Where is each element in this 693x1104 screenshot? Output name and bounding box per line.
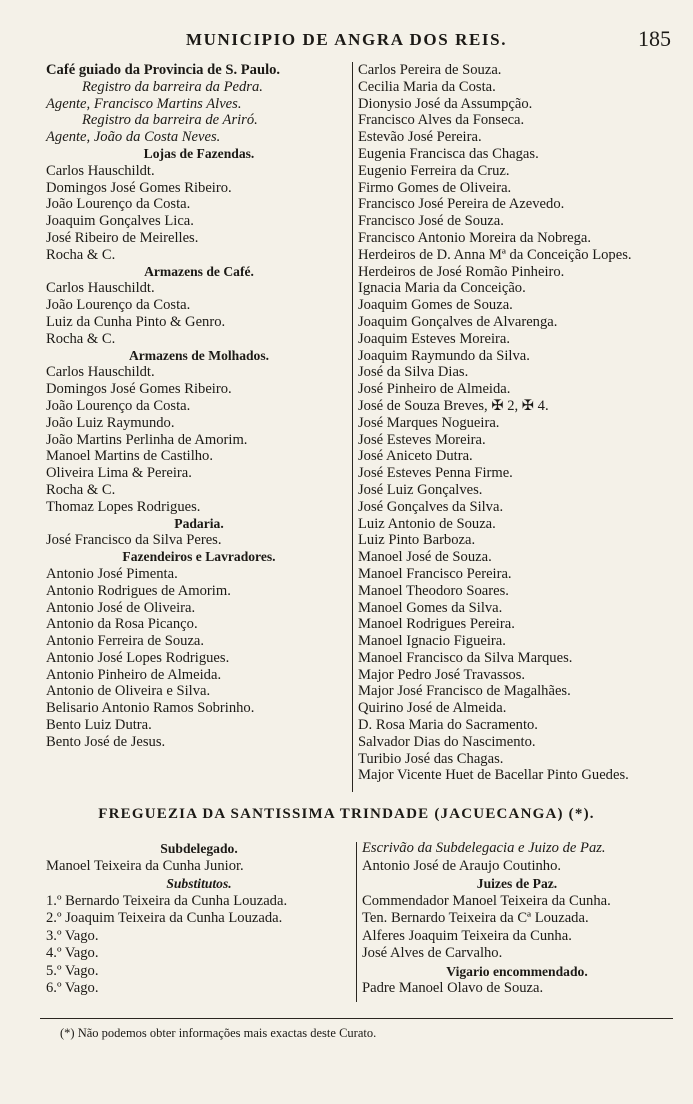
directory-entry: Café guiado da Provincia de S. Paulo. bbox=[46, 62, 281, 78]
directory-entry: Major José Francisco de Magalhães. bbox=[358, 683, 571, 700]
directory-entry: 4.º Vago. bbox=[46, 945, 99, 961]
running-head bbox=[0, 26, 693, 54]
directory-entry: Francisco Alves da Fonseca. bbox=[358, 112, 525, 129]
directory-entry: Oliveira Lima & Pereira. bbox=[46, 465, 192, 482]
directory-entry: Francisco José de Souza. bbox=[358, 213, 504, 230]
directory-entry: Manoel Gomes da Silva. bbox=[358, 599, 503, 616]
directory-entry: João Lourenço da Costa. bbox=[46, 397, 191, 414]
directory-entry: Manoel Francisco Pereira. bbox=[358, 565, 512, 582]
directory-entry: Joaquim Gomes de Souza. bbox=[358, 297, 513, 314]
section-heading: Fazendeiros e Lavradores. bbox=[122, 549, 276, 565]
directory-entry: Eugenio Ferreira da Cruz. bbox=[358, 162, 510, 179]
directory-entry: Salvador Dias do Nascimento. bbox=[358, 733, 536, 750]
directory-entry: José de Souza Breves, ✠ 2, ✠ 4. bbox=[358, 397, 549, 414]
directory-entry: João Lourenço da Costa. bbox=[46, 297, 191, 314]
directory-entry: Rocha & C. bbox=[46, 330, 116, 347]
directory-entry: Carlos Hauschildt. bbox=[46, 162, 155, 179]
directory-entry: Eugenia Francisca das Chagas. bbox=[358, 145, 539, 162]
directory-entry: Padre Manoel Olavo de Souza. bbox=[362, 980, 544, 996]
directory-entry: Registro da barreira da Pedra. bbox=[82, 78, 263, 95]
section-column-divider bbox=[356, 842, 357, 1002]
section-left-column bbox=[46, 840, 352, 998]
directory-entry: Turibio José das Chagas. bbox=[358, 750, 504, 767]
directory-entry: Major Vicente Huet de Bacellar Pinto Guedes. bbox=[358, 767, 629, 784]
directory-entry: Luiz Pinto Barboza. bbox=[358, 532, 476, 549]
directory-entry: Joaquim Raymundo da Silva. bbox=[358, 347, 530, 364]
directory-entry: José Ribeiro de Meirelles. bbox=[46, 229, 199, 246]
directory-entry: José Marques Nogueira. bbox=[358, 414, 500, 431]
directory-entry: 2.º Joaquim Teixeira da Cunha Louzada. bbox=[46, 910, 283, 926]
directory-entry: José Alves de Carvalho. bbox=[362, 945, 503, 961]
directory-entry: 3.º Vago. bbox=[46, 927, 99, 944]
section-heading: Vigario encommendado. bbox=[446, 963, 588, 979]
directory-entry: Antonio Ferreira de Souza. bbox=[46, 633, 205, 650]
directory-entry: Carlos Hauschildt. bbox=[46, 364, 155, 381]
directory-entry: Francisco José Pereira de Azevedo. bbox=[358, 196, 565, 213]
directory-entry: Antonio José Pimenta. bbox=[46, 565, 178, 582]
directory-entry: Commendador Manoel Teixeira da Cunha. bbox=[362, 892, 611, 909]
directory-entry: Manoel Rodrigues Pereira. bbox=[358, 616, 515, 633]
directory-entry: Bento José de Jesus. bbox=[46, 733, 166, 750]
footnote: (*) Não podemos obter informações mais exactas deste Curato. bbox=[60, 1026, 377, 1040]
directory-entry: Estevão José Pereira. bbox=[358, 129, 482, 146]
section-heading: Subdelegado. bbox=[160, 841, 238, 856]
directory-entry: Luiz Antonio de Souza. bbox=[358, 515, 496, 532]
directory-entry: Antonio de Oliveira e Silva. bbox=[46, 683, 211, 700]
directory-entry: D. Rosa Maria do Sacramento. bbox=[358, 717, 538, 734]
column-divider bbox=[352, 62, 353, 792]
directory-entry: Manoel Theodoro Soares. bbox=[358, 582, 509, 599]
directory-entry: Alferes Joaquim Teixeira da Cunha. bbox=[362, 927, 572, 944]
directory-entry: Bento Luiz Dutra. bbox=[46, 717, 152, 734]
directory-entry: Herdeiros de D. Anna Mª da Conceição Lopes. bbox=[358, 246, 632, 263]
directory-entry: Rocha & C. bbox=[46, 481, 116, 498]
directory-entry: João Martins Perlinha de Amorim. bbox=[46, 431, 248, 448]
directory-entry: Ten. Bernardo Teixeira da Cª Louzada. bbox=[362, 910, 589, 926]
directory-entry: Antonio da Rosa Picanço. bbox=[46, 616, 198, 633]
directory-entry: José Luiz Gonçalves. bbox=[358, 481, 483, 498]
directory-entry: José Pinheiro de Almeida. bbox=[358, 381, 511, 398]
directory-entry: Domingos José Gomes Ribeiro. bbox=[46, 179, 232, 196]
directory-entry: 5.º Vago. bbox=[46, 962, 99, 979]
directory-entry: Rocha & C. bbox=[46, 246, 116, 263]
directory-entry: Antonio José de Araujo Coutinho. bbox=[362, 857, 562, 874]
section-right-column bbox=[362, 840, 672, 998]
directory-entry: Agente, Francisco Martins Alves. bbox=[46, 95, 242, 112]
directory-entry: José Francisco da Silva Peres. bbox=[46, 532, 222, 549]
directory-entry: Ignacia Maria da Conceição. bbox=[358, 280, 526, 297]
directory-entry: José Esteves Moreira. bbox=[358, 431, 486, 448]
directory-entry: José Aniceto Dutra. bbox=[358, 448, 473, 465]
directory-entry: Manoel José de Souza. bbox=[358, 549, 492, 566]
directory-entry: Major Pedro José Travassos. bbox=[358, 666, 526, 683]
directory-entry: Manoel Teixeira da Cunha Junior. bbox=[46, 857, 244, 874]
footnote-rule bbox=[40, 1018, 673, 1019]
directory-entry: Antonio José Lopes Rodrigues. bbox=[46, 649, 230, 666]
right-column bbox=[358, 62, 678, 784]
directory-entry: Francisco Antonio Moreira da Nobrega. bbox=[358, 229, 592, 246]
left-column bbox=[46, 62, 352, 751]
directory-entry: Agente, João da Costa Neves. bbox=[46, 129, 221, 146]
directory-entry: José Esteves Penna Firme. bbox=[358, 465, 513, 482]
directory-entry: Joaquim Esteves Moreira. bbox=[358, 330, 510, 347]
directory-entry: Escrivão da Subdelegacia e Juizo de Paz. bbox=[362, 840, 606, 856]
directory-entry: 1.º Bernardo Teixeira da Cunha Louzada. bbox=[46, 892, 288, 909]
directory-entry: João Lourenço da Costa. bbox=[46, 196, 191, 213]
section-heading: Padaria. bbox=[174, 515, 224, 531]
directory-entry: Belisario Antonio Ramos Sobrinho. bbox=[46, 700, 255, 717]
directory-entry: José Gonçalves da Silva. bbox=[358, 498, 504, 515]
directory-entry: Manoel Francisco da Silva Marques. bbox=[358, 649, 573, 666]
directory-entry: Antonio Rodrigues de Amorim. bbox=[46, 582, 231, 599]
directory-entry: Dionysio José da Assumpção. bbox=[358, 95, 533, 112]
directory-entry: Luiz da Cunha Pinto & Genro. bbox=[46, 313, 226, 330]
directory-entry: Carlos Hauschildt. bbox=[46, 280, 155, 297]
page-title: MUNICIPIO DE ANGRA DOS REIS. bbox=[185, 30, 508, 49]
directory-entry: José da Silva Dias. bbox=[358, 364, 469, 381]
section-heading: Substitutos. bbox=[166, 876, 232, 891]
directory-entry: Antonio Pinheiro de Almeida. bbox=[46, 666, 222, 683]
section-heading: Armazens de Café. bbox=[144, 263, 254, 279]
directory-entry: Joaquim Gonçalves Lica. bbox=[46, 213, 194, 230]
directory-entry: Carlos Pereira de Souza. bbox=[358, 62, 502, 78]
page-number: 185 bbox=[638, 26, 671, 51]
section-heading: Juizes de Paz. bbox=[476, 876, 558, 891]
directory-entry: João Luiz Raymundo. bbox=[46, 414, 175, 431]
section-heading: Armazens de Molhados. bbox=[128, 347, 270, 363]
directory-entry: Antonio José de Oliveira. bbox=[46, 599, 196, 616]
directory-entry: Manoel Ignacio Figueira. bbox=[358, 633, 506, 650]
directory-entry: Manoel Martins de Castilho. bbox=[46, 448, 213, 465]
directory-entry: Thomaz Lopes Rodrigues. bbox=[46, 498, 201, 515]
directory-entry: Quirino José de Almeida. bbox=[358, 700, 507, 717]
section-heading: Lojas de Fazendas. bbox=[143, 145, 255, 161]
section-title: FREGUEZIA DA SANTISSIMA TRINDADE (JACUECANGA) (*). bbox=[98, 806, 595, 822]
directory-entry: 6.º Vago. bbox=[46, 980, 99, 996]
directory-entry: Domingos José Gomes Ribeiro. bbox=[46, 381, 232, 398]
directory-entry: Firmo Gomes de Oliveira. bbox=[358, 179, 512, 196]
directory-entry: Joaquim Gonçalves de Alvarenga. bbox=[358, 313, 558, 330]
directory-entry: Herdeiros de José Romão Pinheiro. bbox=[358, 263, 565, 280]
directory-entry: Cecilia Maria da Costa. bbox=[358, 78, 496, 95]
directory-entry: Registro da barreira de Ariró. bbox=[82, 112, 258, 129]
